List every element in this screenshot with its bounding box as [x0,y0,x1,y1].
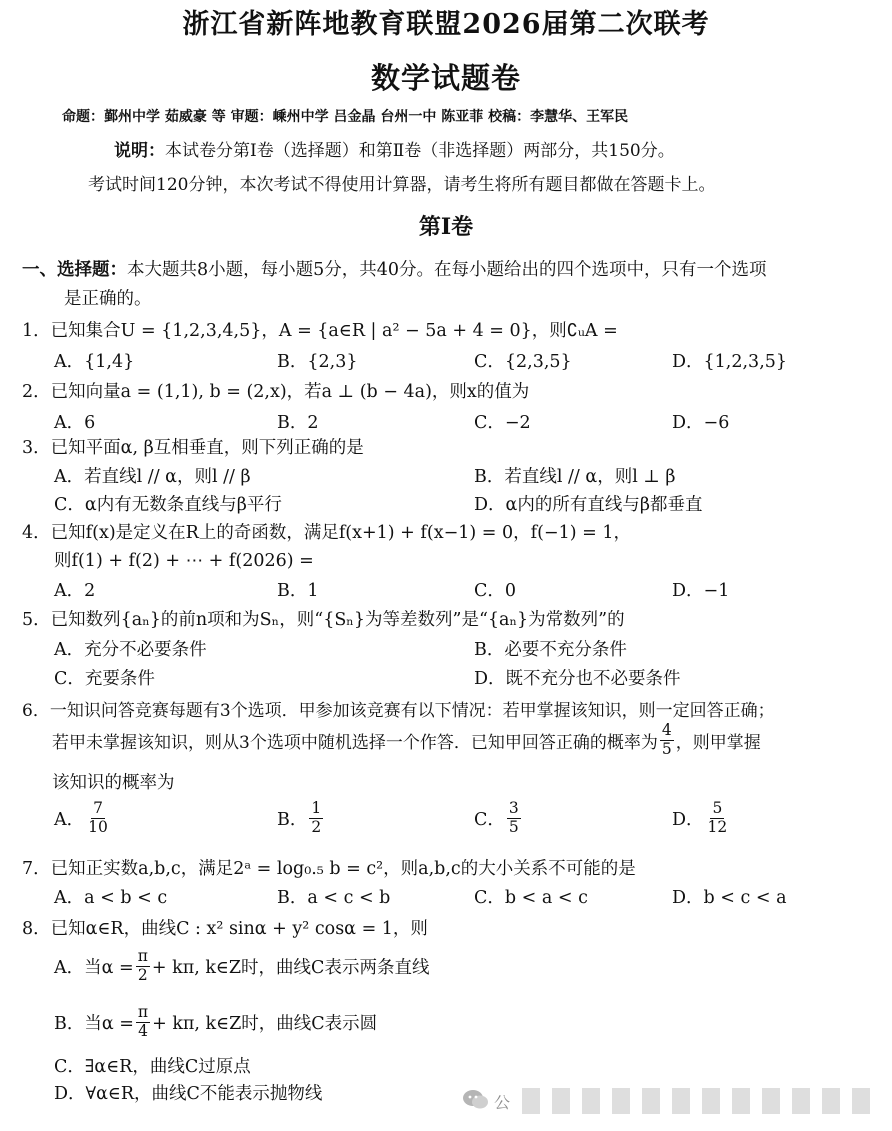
question-number: 7． [22,859,51,879]
option-fraction [309,800,323,837]
question-5 [22,606,625,631]
question-number: 6． [22,701,50,721]
part-heading [22,256,767,281]
fraction-denominator: 12 [707,817,728,836]
question-8 [22,915,428,940]
q7-option-b: B．a < c < b [277,888,391,908]
question-7 [22,855,636,880]
fraction-numerator: 7 [93,799,103,817]
question-text: 已知f(x)是定义在R上的奇函数，满足f(x+1) + f(x−1) = 0，f(−1) = 1， [50,523,631,543]
exam-title: 浙江省新阵地教育联盟2026届第二次联考 [182,9,710,40]
q2-option-a: A．6 [54,413,96,433]
fraction-numerator: 5 [712,799,723,817]
watermark-blur [522,1088,882,1114]
q6-option-b [277,800,325,837]
q2-option-b: B．2 [277,413,319,433]
q2-option-c: C．−2 [474,413,531,433]
option-text: A．当α = [54,957,134,978]
q1-option-a: A．{1,4} [54,352,135,372]
q8-option-d: D．∀α∈R，曲线C不能表示抛物线 [54,1084,323,1104]
option-text: + kπ, k∈Z时，曲线C表示圆 [152,1013,378,1034]
option-fraction [136,948,150,985]
question-1 [22,317,618,342]
question-text: 已知集合U = {1,2,3,4,5}，A = {a∈R | a² − 5a + 4 = 0}，则∁ᵤA = [50,321,618,341]
question-3 [22,434,364,459]
q8-option-c: C．∃α∈R，曲线C过原点 [54,1057,251,1077]
option-label: A． [54,809,85,830]
q3-option-a: A．若直线l // α，则l // β [54,467,251,487]
question-text: ，则甲掌握 [675,732,761,753]
option-fraction [706,800,730,837]
part-label: 一、选择题： [22,260,127,280]
question-number: 4． [22,523,51,543]
instructions-line-1 [114,136,675,161]
question-4 [22,519,631,544]
q1-option-c: C．{2,3,5} [474,352,572,372]
question-number: 8． [22,919,51,939]
question-text: 已知正实数a,b,c，满足2ᵃ = log₀.₅ b = c²，则a,b,c的大小关系不可能的是 [50,859,636,879]
fraction-denominator: 2 [311,817,322,836]
q1-option-b: B．{2,3} [277,352,358,372]
option-text: + kπ, k∈Z时，曲线C表示两条直线 [151,957,430,978]
q7-option-c: C．b < a < c [474,888,588,908]
watermark [462,1084,882,1118]
q5-option-d: D．既不充分也不必要条件 [474,669,681,689]
option-label: B． [277,809,308,830]
part-description-1: 本大题共8小题，每小题5分，共40分。在每小题给出的四个选项中，只有一个选项 [127,260,767,280]
question-2 [22,378,529,403]
question-6-line-3: 该知识的概率为 [52,773,175,793]
q3-option-b: B．若直线l // α，则l ⊥ β [474,467,676,487]
q7-option-d: D．b < c < a [672,888,787,908]
q5-option-a: A．充分不必要条件 [54,640,207,660]
q6-option-d [672,800,731,837]
fraction-numerator: 3 [508,799,519,817]
fraction-denominator: 10 [88,817,108,836]
option-text: B．当α = [54,1013,134,1034]
fraction-numerator: 4 [661,721,672,739]
exam-subtitle: 数学试题卷 [370,61,521,95]
fraction-denominator: 5 [661,739,672,758]
question-number: 1． [22,321,51,341]
question-6-line-2 [52,722,761,759]
fraction-numerator: π [137,1003,149,1021]
option-fraction [136,1004,150,1041]
question-number: 3． [22,438,51,458]
fraction-denominator: 5 [508,817,519,836]
q4-option-c: C．0 [474,581,517,601]
instructions-line-2: 考试时间120分钟，本次考试不得使用计算器，请考生将所有题目都做在答题卡上。 [88,175,716,195]
question-4-continued: 则f(1) + f(2) + ⋯ + f(2026) = [54,551,314,571]
instructions-text-1: 本试卷分第Ⅰ卷（选择题）和第Ⅱ卷（非选择题）两部分，共150分。 [165,141,675,161]
q8-option-a [54,948,429,985]
q7-option-a: A．a < b < c [54,888,168,908]
option-fraction [507,800,521,837]
question-text: 已知向量a = (1,1), b = (2,x)，若a ⊥ (b − 4a)，则x的值为 [50,382,530,402]
question-text: 已知平面α, β互相垂直，则下列正确的是 [50,438,364,458]
q3-option-c: C．α内有无数条直线与β平行 [54,495,282,515]
option-fraction [86,800,110,837]
q4-option-b: B．1 [277,581,319,601]
fraction-numerator: 1 [311,799,322,817]
question-number: 5． [22,610,51,630]
credits-line: 命题：鄞州中学 茹威豪 等 审题：嵊州中学 吕金晶 台州一中 陈亚菲 校稿：李慧华、王军民 [62,109,629,125]
probability-fraction [660,722,674,759]
question-text: 已知数列{aₙ}的前n项和为Sₙ，则“{Sₙ}为等差数列”是“{aₙ}为常数列”的 [50,610,625,630]
fraction-numerator: π [137,947,148,965]
question-number: 2． [22,382,51,402]
watermark-text: 公 [494,1093,511,1112]
q6-option-c [474,800,523,837]
section-title: 第Ⅰ卷 [418,214,474,240]
question-6 [22,696,775,721]
option-label: D． [672,809,704,830]
q5-option-c: C．充要条件 [54,669,155,689]
q4-option-d: D．−1 [672,581,730,601]
part-description-2: 是正确的。 [64,289,152,309]
instructions-label: 说明： [114,141,165,161]
q4-option-a: A．2 [54,581,96,601]
q8-option-b [54,1004,377,1041]
question-text: 若甲未掌握该知识，则从3个选项中随机选择一个作答．已知甲回答正确的概率为 [52,732,658,753]
q2-option-d: D．−6 [672,413,730,433]
wechat-icon [462,1088,490,1112]
question-text: 一知识问答竞赛每题有3个选项．甲参加该竞赛有以下情况：若甲掌握该知识，则一定回答正确； [49,701,775,721]
q6-option-a [54,800,112,837]
fraction-denominator: 2 [137,965,148,984]
q1-option-d: D．{1,2,3,5} [672,352,788,372]
q3-option-d: D．α内的所有直线与β都垂直 [474,495,703,515]
option-label: C． [474,809,505,830]
question-text: 已知α∈R，曲线C : x² sinα + y² cosα = 1，则 [50,919,428,939]
fraction-denominator: 4 [138,1021,148,1040]
q5-option-b: B．必要不充分条件 [474,640,627,660]
